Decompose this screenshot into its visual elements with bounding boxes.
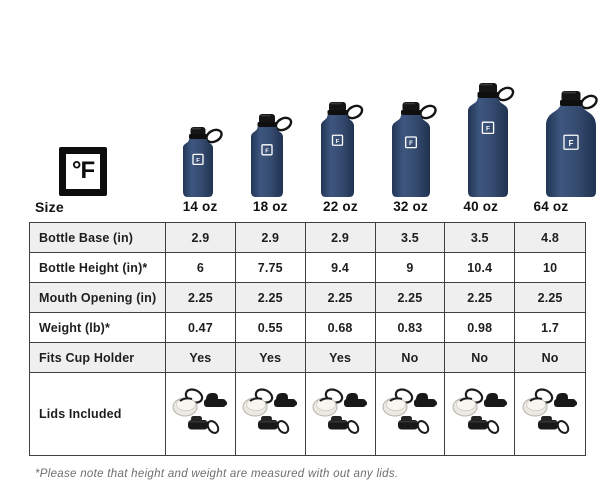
- bottle-image-22-oz: [303, 0, 374, 197]
- black-spout-lid-icon: [344, 393, 367, 407]
- spec-value-cell: 1.7: [515, 313, 585, 343]
- lids-included-cell: [236, 373, 306, 455]
- spec-value-cell: 0.68: [306, 313, 376, 343]
- spec-value-cell: 2.25: [515, 283, 585, 313]
- bottle-image-32-oz: [374, 0, 450, 197]
- lid-icons-group: [311, 386, 369, 438]
- white-handle-lid-icon: [453, 386, 484, 415]
- spec-value-cell: 9: [376, 253, 446, 283]
- size-header-label: Size: [35, 199, 64, 215]
- spec-value-cell: 2.9: [166, 223, 236, 253]
- brand-logo-icon: [59, 147, 107, 196]
- spec-table: [29, 222, 586, 456]
- lid-icons-group: [521, 386, 579, 438]
- white-handle-lid-icon: [173, 386, 204, 415]
- lid-icons-group: [451, 386, 509, 438]
- white-handle-lid-icon: [313, 386, 344, 415]
- lids-included-cell: [306, 373, 376, 455]
- spec-value-cell: No: [376, 343, 446, 373]
- white-handle-lid-icon: [243, 386, 274, 415]
- spec-row-label: Weight (lb)*: [30, 313, 166, 343]
- spec-row-label: Bottle Base (in): [30, 223, 166, 253]
- spec-value-cell: 0.55: [236, 313, 306, 343]
- lids-included-cell: [445, 373, 515, 455]
- spec-value-cell: 10.4: [445, 253, 515, 283]
- bottle-image-18-oz: [233, 0, 303, 197]
- spec-value-cell: No: [445, 343, 515, 373]
- size-column-label: 40 oz: [463, 199, 499, 214]
- spec-value-cell: 2.9: [306, 223, 376, 253]
- black-spout-lid-icon: [484, 393, 507, 407]
- spec-value-cell: 10: [515, 253, 585, 283]
- black-flat-lid-icon: [258, 416, 290, 435]
- black-flat-lid-icon: [538, 416, 570, 435]
- lids-included-cell: [166, 373, 236, 455]
- black-spout-lid-icon: [204, 393, 227, 407]
- size-column-label: 64 oz: [533, 199, 569, 214]
- spec-value-cell: 3.5: [376, 223, 446, 253]
- black-spout-lid-icon: [554, 393, 577, 407]
- black-spout-lid-icon: [274, 393, 297, 407]
- svg-text:F: F: [196, 157, 200, 164]
- lids-included-cell: [376, 373, 446, 455]
- spec-value-cell: 3.5: [445, 223, 515, 253]
- size-column-label: 18 oz: [252, 199, 288, 214]
- spec-value-cell: Yes: [166, 343, 236, 373]
- spec-value-cell: 0.98: [445, 313, 515, 343]
- spec-value-cell: Yes: [306, 343, 376, 373]
- size-labels-row: [165, 199, 586, 219]
- spec-value-cell: 2.25: [445, 283, 515, 313]
- bottle-image-64-oz: [528, 0, 600, 197]
- svg-text:F: F: [486, 125, 490, 133]
- bottle-image-14-oz: [165, 0, 233, 197]
- spec-value-cell: 2.25: [376, 283, 446, 313]
- spec-value-cell: 2.25: [306, 283, 376, 313]
- spec-value-cell: 6: [166, 253, 236, 283]
- brand-logo-text: °F: [71, 156, 95, 184]
- spec-value-cell: No: [515, 343, 585, 373]
- black-flat-lid-icon: [398, 416, 430, 435]
- spec-row-label: Fits Cup Holder: [30, 343, 166, 373]
- black-spout-lid-icon: [414, 393, 437, 407]
- svg-text:F: F: [265, 148, 269, 155]
- lid-icons-group: [381, 386, 439, 438]
- black-flat-lid-icon: [188, 416, 220, 435]
- size-column-label: 32 oz: [393, 199, 428, 214]
- footnote: *Please note that height and weight are measured with out any lids.: [35, 468, 399, 480]
- spec-value-cell: 7.75: [236, 253, 306, 283]
- spec-value-cell: 0.83: [376, 313, 446, 343]
- spec-row-label: Lids Included: [30, 373, 166, 455]
- spec-row-label: Mouth Opening (in): [30, 283, 166, 313]
- spec-value-cell: 2.9: [236, 223, 306, 253]
- lids-included-cell: [515, 373, 585, 455]
- size-column-label: 14 oz: [182, 199, 218, 214]
- lid-icons-group: [241, 386, 299, 438]
- svg-text:F: F: [335, 138, 340, 145]
- size-column-label: 22 oz: [323, 199, 358, 214]
- spec-value-cell: 2.25: [236, 283, 306, 313]
- bottle-images-row: [165, 0, 586, 197]
- white-handle-lid-icon: [383, 386, 414, 415]
- bottle-image-40-oz: [450, 0, 528, 197]
- spec-value-cell: Yes: [236, 343, 306, 373]
- svg-text:F: F: [568, 138, 574, 148]
- spec-value-cell: 4.8: [515, 223, 585, 253]
- spec-value-cell: 0.47: [166, 313, 236, 343]
- spec-row-label: Bottle Height (in)*: [30, 253, 166, 283]
- lid-icons-group: [171, 386, 229, 438]
- white-handle-lid-icon: [523, 386, 554, 415]
- black-flat-lid-icon: [328, 416, 360, 435]
- spec-value-cell: 9.4: [306, 253, 376, 283]
- svg-text:F: F: [409, 140, 413, 148]
- spec-value-cell: 2.25: [166, 283, 236, 313]
- black-flat-lid-icon: [468, 416, 500, 435]
